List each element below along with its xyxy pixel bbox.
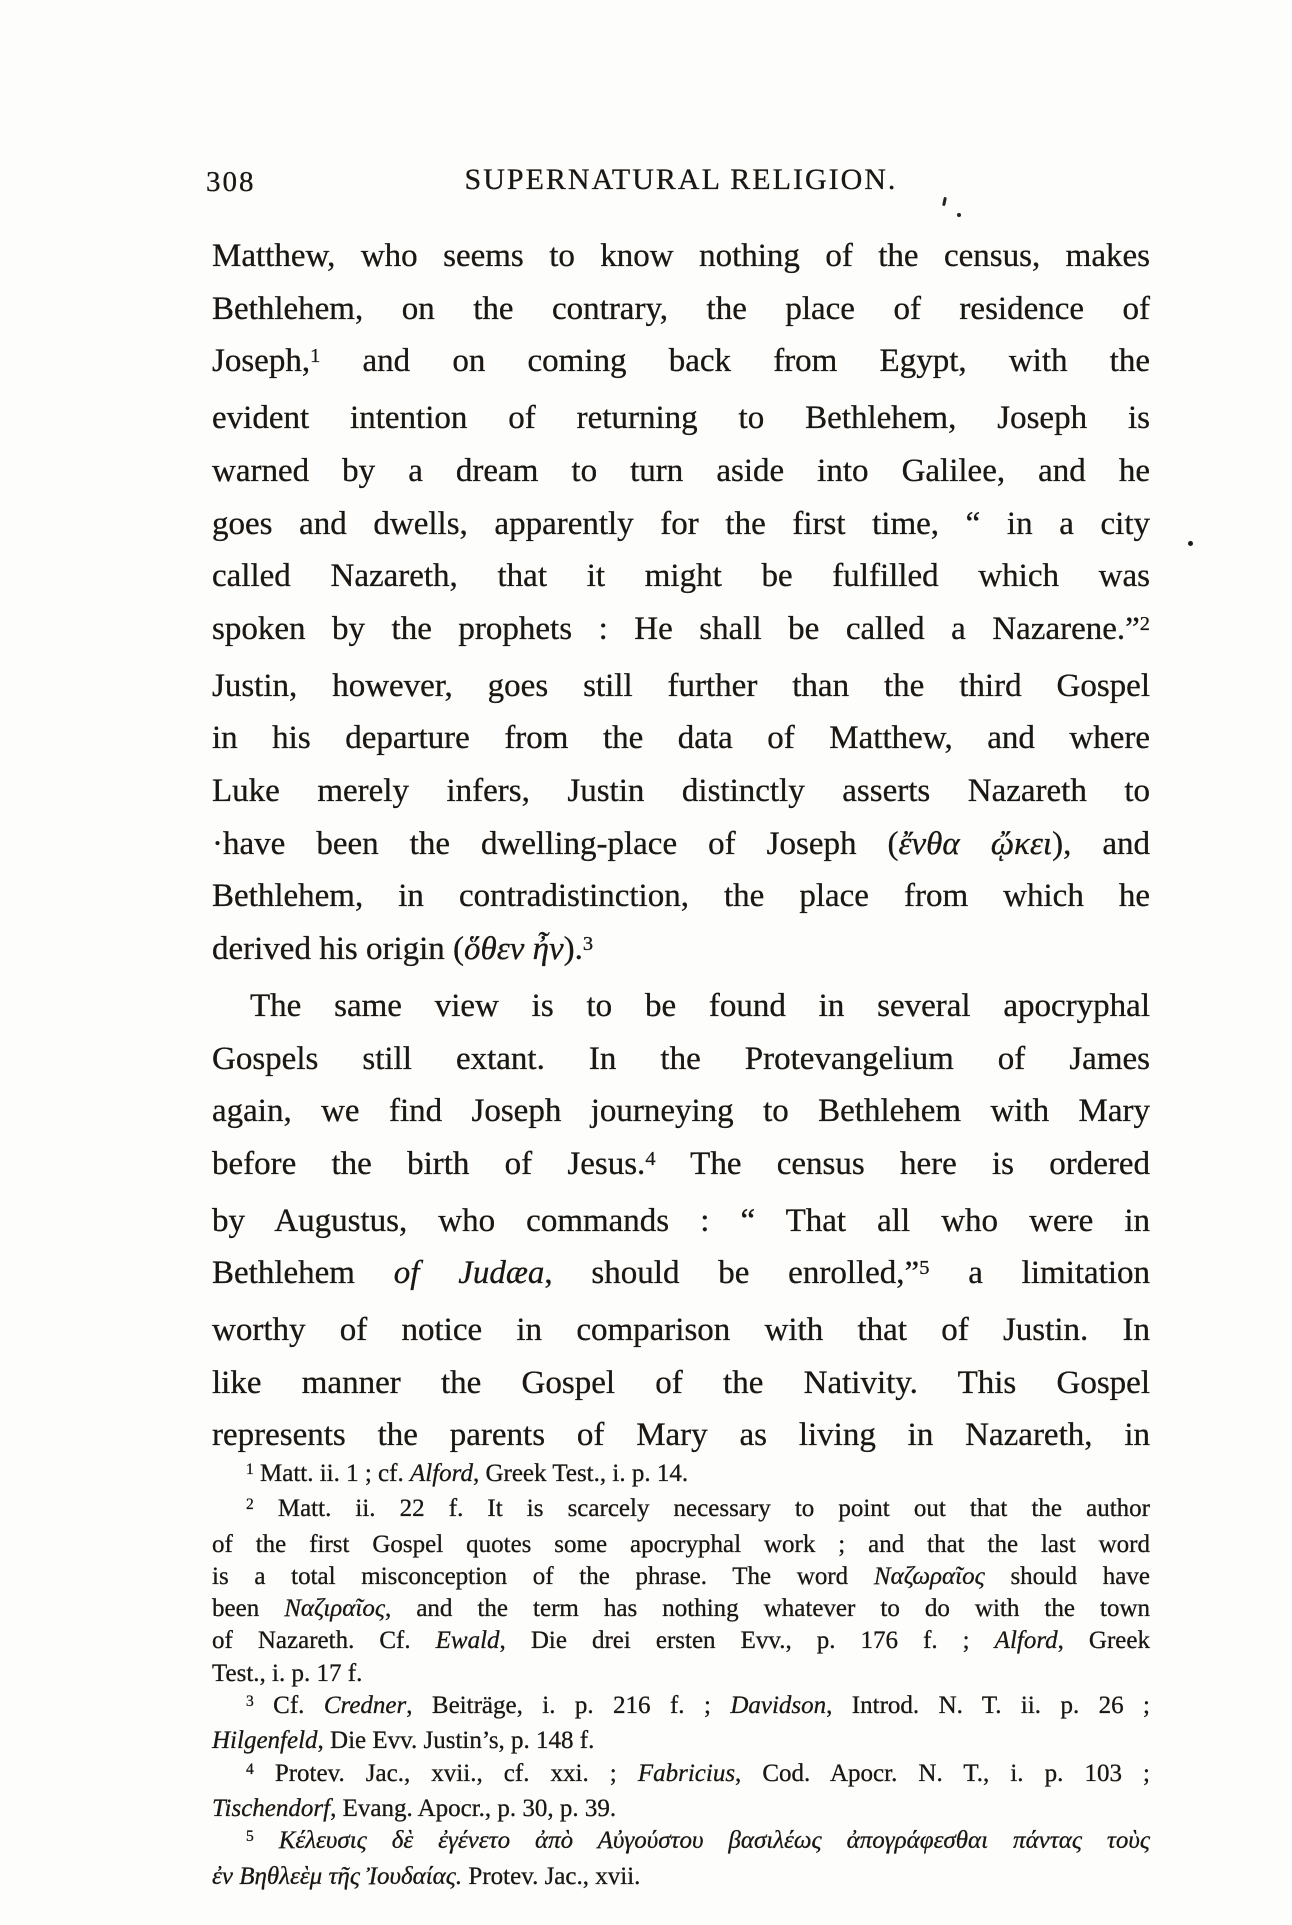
text-run: again, we find Joseph journeying to Bethlehem with Mary (212, 1093, 1150, 1130)
text-run: evident intention of returning to Bethlehem, Joseph is (212, 400, 1150, 437)
text-run: Joseph, (212, 343, 311, 380)
footnote-marker: 5 (246, 1828, 254, 1846)
text-run: ), and (1052, 825, 1151, 862)
italic-text: Alford (994, 1627, 1058, 1655)
text-run: a limitation (929, 1255, 1150, 1292)
body-line (212, 712, 1150, 765)
text-run: Protev. Jac., xvii., cf. xxi. ; (253, 1759, 638, 1787)
footnote-line (212, 1725, 1150, 1757)
scan-artifact-dot (1188, 541, 1193, 546)
italic-text: Hilgenfeld (212, 1727, 318, 1755)
text-run (254, 1827, 279, 1854)
text-run: worthy of notice in comparison with that of Justin. In (212, 1312, 1150, 1349)
footnote-line (212, 1658, 1150, 1690)
text-run: , Die Evv. Justin’s, p. 148 f. (317, 1727, 595, 1755)
footnote-marker: 4 (645, 1147, 656, 1170)
footnote-line (212, 1758, 1150, 1793)
text-run: , Die drei ersten Evv., p. 176 f. ; (499, 1627, 995, 1655)
italic-text: Ewald (435, 1627, 500, 1655)
text-run: , Greek Test., i. p. 14. (472, 1460, 689, 1487)
text-run: called Nazareth, that it might be fulfilled which was (212, 558, 1150, 595)
italic-text: Tischendorf (212, 1794, 331, 1822)
text-run: in his departure from the data of Matthew, and where (212, 720, 1150, 757)
body-line (212, 1033, 1150, 1086)
text-run: , should be enrolled,” (544, 1255, 920, 1292)
text-run: , Evang. Apocr., p. 30, p. 39. (330, 1794, 617, 1822)
footnote-line (212, 1493, 1150, 1528)
footnote-marker: 3 (246, 1693, 254, 1711)
text-run: by Augustus, who commands : “ That all who were in (212, 1202, 1150, 1239)
footnote-line (212, 1690, 1150, 1725)
text-run: , Introd. N. T. ii. p. 26 ; (826, 1692, 1151, 1720)
text-run: goes and dwells, apparently for the first time, “ in a city (212, 505, 1150, 542)
text-run: , Cod. Apocr. N. T., i. p. 103 ; (735, 1759, 1150, 1787)
body-line (212, 498, 1150, 551)
footnote-line (212, 1561, 1150, 1593)
body-line (212, 870, 1150, 923)
footnote-line (212, 1825, 1150, 1860)
page-number: 308 (206, 166, 256, 198)
greek-text: ἔνθα ᾤκει (898, 825, 1053, 862)
italic-text: Fabricius (637, 1759, 736, 1787)
text-run: Cf. (253, 1692, 324, 1720)
footnote-marker: 2 (1139, 612, 1150, 635)
page-body-text (212, 230, 1150, 1462)
running-title: SUPERNATURAL RELIGION. (464, 163, 898, 196)
text-run: Justin, however, goes still further than the third Gospel (212, 667, 1150, 704)
body-line (212, 392, 1150, 445)
greek-text: ὅθεν ἦν (464, 931, 564, 968)
text-run: Bethlehem (212, 1255, 394, 1292)
greek-text: Ναζωραῖος (873, 1562, 985, 1590)
footnote-line (212, 1529, 1150, 1561)
text-run: The same view is to be found in several apocryphal (250, 987, 1150, 1024)
greek-text: Κέλευσις δὲ ἐγένετο ἀπὸ Αὐγούστου βασιλέως ἀπογράφεσθαι πάντας τοὺς (278, 1827, 1150, 1855)
body-line (212, 1085, 1150, 1138)
body-line (212, 1195, 1150, 1248)
footnote-line (212, 1593, 1150, 1625)
text-run: is a total misconception of the phrase. The word (212, 1562, 874, 1590)
text-run: Protev. Jac., xvii. (462, 1862, 641, 1890)
text-run: been (212, 1595, 285, 1623)
text-run: , and the term has nothing whatever to do with the town (385, 1595, 1150, 1623)
text-run: , Beiträge, i. p. 216 f. ; (406, 1692, 731, 1720)
italic-text: Credner (323, 1692, 407, 1720)
italic-text: of Judæa (393, 1255, 545, 1292)
footnote-marker: 2 (246, 1496, 254, 1514)
footnote-marker: 1 (246, 1461, 254, 1479)
body-line (212, 923, 1150, 980)
text-run: Matthew, who seems to know nothing of the census, makes (212, 238, 1150, 274)
text-run: derived his origin ( (212, 931, 465, 968)
text-run: Bethlehem, on the contrary, the place of residence of (212, 290, 1150, 327)
body-line (212, 283, 1150, 336)
greek-text: Ναζιραῖος (284, 1595, 386, 1623)
body-line (212, 1409, 1150, 1462)
text-run: spoken by the prophets : He shall be called a Nazarene.” (212, 610, 1140, 647)
body-line (212, 660, 1150, 713)
text-run: ). (563, 931, 583, 968)
greek-text: ἐν Βηθλεὲμ τῆς Ἰουδαίας. (212, 1862, 463, 1890)
footnotes-block (212, 1458, 1150, 1893)
text-run: The census here is ordered (655, 1145, 1150, 1182)
body-line (212, 603, 1150, 660)
text-run: warned by a dream to turn aside into Galilee, and he (212, 452, 1150, 489)
text-run: should have (984, 1562, 1150, 1590)
text-run: Test., i. p. 17 f. (212, 1659, 363, 1687)
running-header (206, 163, 1150, 205)
text-run: before the birth of Jesus. (212, 1145, 646, 1182)
text-run: of Nazareth. Cf. (212, 1627, 436, 1655)
text-run: and on coming back from Egypt, with the (320, 343, 1150, 380)
text-run: of the first Gospel quotes some apocryphal work ; and that the last word (212, 1530, 1150, 1558)
footnote-line (212, 1458, 1150, 1493)
footnote-marker: 1 (310, 345, 321, 368)
body-line (212, 765, 1150, 818)
text-run: Bethlehem, in contradistinction, the place from which he (212, 878, 1150, 915)
text-run: Gospels still extant. In the Protevangelium of James (212, 1040, 1150, 1077)
italic-text: Alford (409, 1460, 473, 1487)
footnote-marker: 5 (919, 1257, 930, 1280)
body-line (212, 445, 1150, 498)
scan-artifact-speck (957, 213, 961, 217)
body-line (212, 1304, 1150, 1357)
text-run: Matt. ii. 1 ; cf. (253, 1460, 410, 1487)
footnote-marker: 3 (582, 932, 594, 955)
footnote-marker: 4 (246, 1760, 254, 1778)
text-run: like manner the Gospel of the Nativity. This Gospel (212, 1364, 1150, 1401)
body-line (212, 980, 1150, 1033)
body-line (212, 335, 1150, 392)
footnote-line (212, 1625, 1150, 1657)
body-line (212, 1138, 1150, 1195)
body-line (212, 230, 1150, 283)
body-line (212, 550, 1150, 603)
body-line (212, 1247, 1150, 1304)
italic-text: Davidson (730, 1692, 827, 1720)
footnote-line (212, 1793, 1150, 1825)
text-run: , Greek (1057, 1627, 1150, 1655)
text-run: Matt. ii. 22 f. It is scarcely necessary to point out that the author (253, 1495, 1150, 1523)
text-run: Luke merely infers, Justin distinctly asserts Nazareth to (212, 773, 1150, 810)
text-run: represents the parents of Mary as living in Nazareth, in (212, 1417, 1150, 1454)
text-run: ·have been the dwelling-place of Joseph ( (212, 825, 899, 862)
footnote-line (212, 1861, 1150, 1893)
body-line (212, 1357, 1150, 1410)
body-line (212, 818, 1150, 871)
